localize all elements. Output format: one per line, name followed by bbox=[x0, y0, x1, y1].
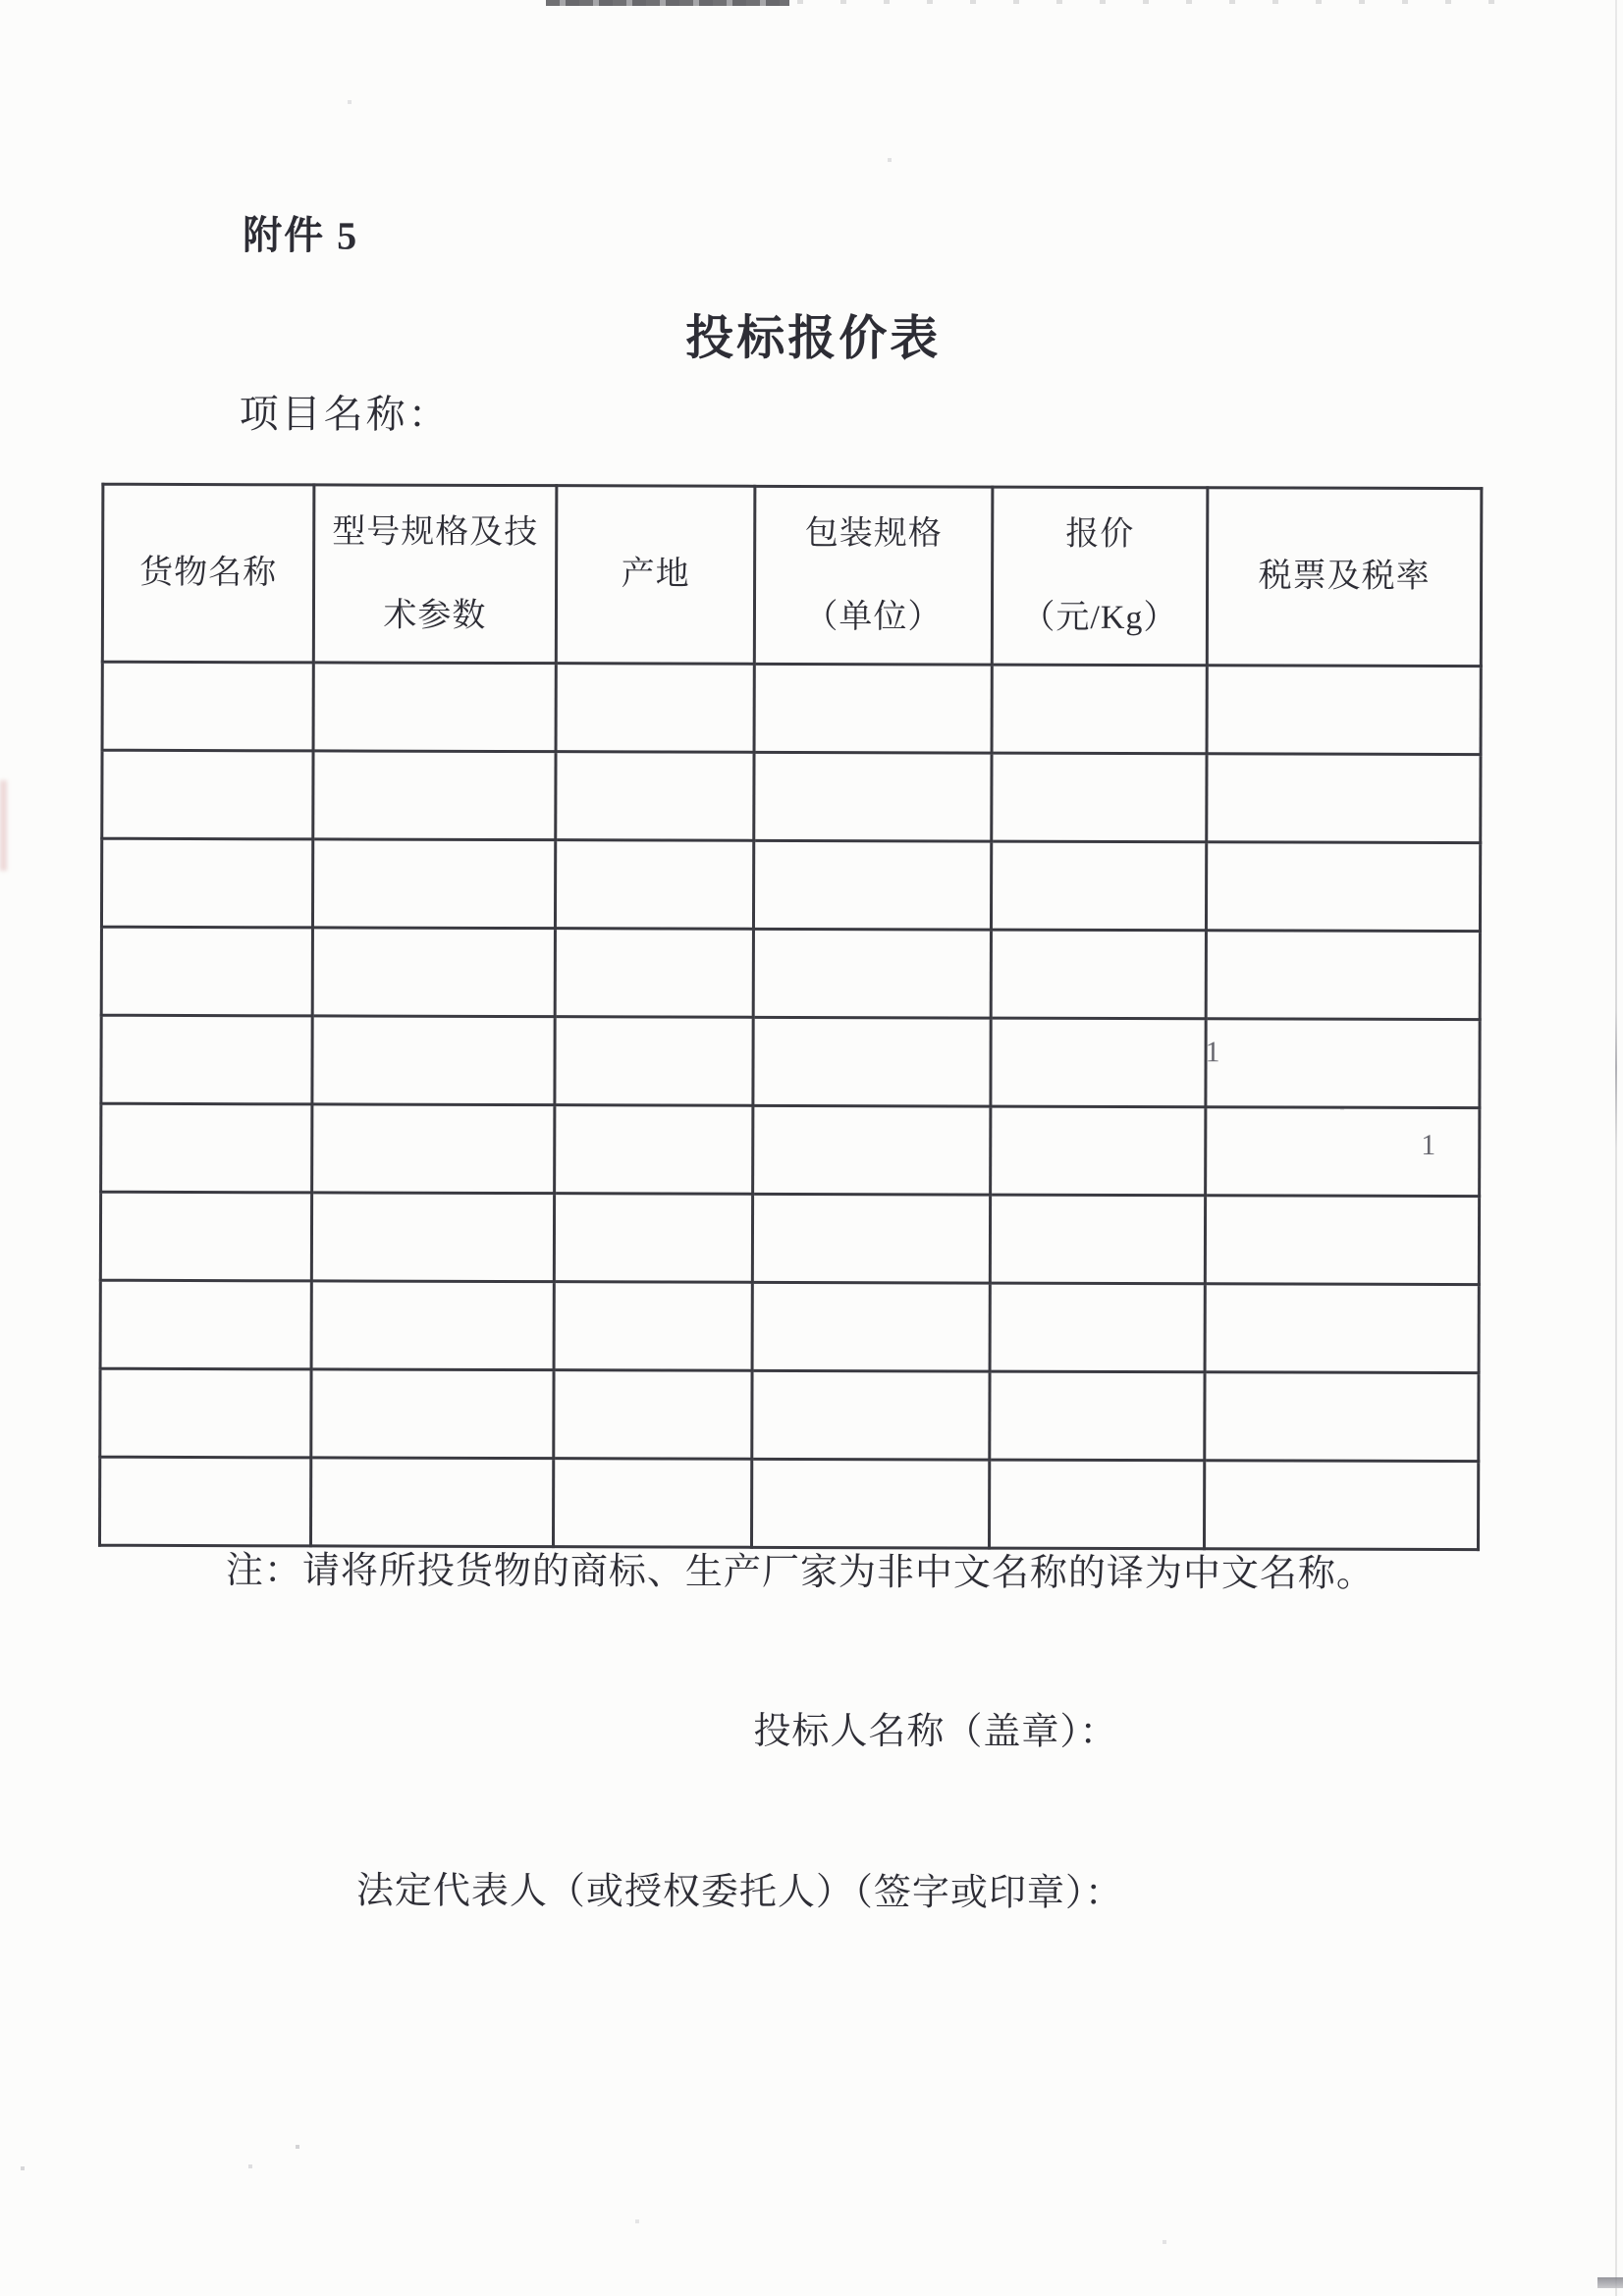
table-row bbox=[99, 1457, 1478, 1549]
table-cell-empty bbox=[990, 1195, 1205, 1284]
table-cell-empty bbox=[991, 1106, 1206, 1196]
table-cell-empty bbox=[753, 840, 991, 930]
table-cell-empty bbox=[752, 1370, 990, 1460]
table-cell-empty bbox=[989, 1460, 1204, 1549]
table-cell-empty bbox=[1207, 666, 1481, 755]
column-header-model-specs bbox=[313, 485, 557, 664]
table-cell-empty bbox=[554, 1194, 752, 1283]
table-cell-empty bbox=[990, 1283, 1205, 1372]
attachment-label: 附件 5 bbox=[243, 213, 359, 258]
table-cell-empty bbox=[991, 1018, 1206, 1107]
stray-mark: 1 bbox=[1421, 1128, 1436, 1161]
table-cell-empty bbox=[1206, 842, 1480, 932]
table-header-row bbox=[102, 484, 1482, 666]
table-cell-empty bbox=[312, 1016, 555, 1105]
table-cell-empty bbox=[101, 1015, 312, 1104]
table-cell-empty bbox=[101, 927, 312, 1016]
table-cell-empty bbox=[752, 1194, 990, 1283]
bidder-seal-label: 投标人名称（盖章）： bbox=[753, 1710, 1118, 1753]
table-cell-empty bbox=[1205, 1372, 1479, 1462]
table-cell-empty bbox=[1207, 754, 1481, 843]
table-cell-empty bbox=[556, 664, 754, 753]
bid-quotation-table bbox=[98, 483, 1483, 1551]
note-text: 注：请将所投货物的商标、生产厂家为非中文名称的译为中文名称。 bbox=[225, 1550, 1375, 1595]
scan-artifact-speckles bbox=[0, 0, 2, 2]
table-cell-empty bbox=[992, 665, 1207, 754]
table-cell-empty bbox=[312, 839, 555, 929]
table-row bbox=[102, 662, 1481, 754]
table-row bbox=[100, 1192, 1479, 1284]
table-row bbox=[101, 927, 1480, 1019]
table-cell-empty bbox=[555, 1105, 753, 1195]
table-cell-empty bbox=[753, 929, 991, 1018]
table-cell-empty bbox=[992, 753, 1207, 842]
table-cell-empty bbox=[752, 1282, 990, 1371]
table-cell-empty bbox=[311, 1281, 554, 1370]
table-cell-empty bbox=[313, 751, 556, 840]
column-header-origin bbox=[556, 486, 755, 665]
table-row bbox=[101, 1103, 1480, 1196]
table-cell-empty bbox=[753, 1017, 991, 1106]
table-cell-empty bbox=[102, 750, 313, 839]
table-cell-empty bbox=[311, 1193, 554, 1282]
column-header-packaging bbox=[754, 486, 993, 665]
project-name-label: 项目名称： bbox=[239, 392, 451, 437]
table-cell-empty bbox=[1205, 1196, 1479, 1285]
header-label: 包装规格 bbox=[804, 514, 943, 553]
header-label: 税票及税率 bbox=[1258, 558, 1431, 596]
table-row bbox=[100, 1368, 1479, 1461]
table-cell-empty bbox=[310, 1458, 553, 1547]
table-cell-empty bbox=[991, 841, 1206, 931]
header-label: （元/Kg） bbox=[1021, 599, 1178, 637]
table-cell-empty bbox=[100, 1368, 311, 1458]
header-label: （单位） bbox=[804, 598, 943, 636]
table-cell-empty bbox=[555, 1017, 753, 1106]
table-cell-empty bbox=[555, 840, 753, 930]
table-cell-empty bbox=[754, 664, 992, 753]
table-cell-empty bbox=[311, 1369, 554, 1459]
table-body bbox=[99, 662, 1481, 1549]
column-header-price bbox=[992, 487, 1208, 666]
header-label: 报价 bbox=[1065, 515, 1135, 553]
table-row bbox=[100, 1280, 1479, 1372]
table-cell-empty bbox=[1206, 931, 1480, 1020]
table-cell-empty bbox=[101, 1103, 312, 1193]
table-cell-empty bbox=[555, 929, 753, 1018]
table-row bbox=[102, 750, 1481, 842]
table-cell-empty bbox=[1206, 1107, 1480, 1197]
column-header-tax bbox=[1207, 488, 1482, 667]
table-cell-empty bbox=[1205, 1284, 1479, 1373]
page-title: 投标报价表 bbox=[685, 310, 942, 366]
table-cell-empty bbox=[554, 1370, 752, 1460]
table-cell-empty bbox=[99, 1457, 310, 1546]
legal-rep-label: 法定代表人（或授权委托人）（签字或印章）： bbox=[355, 1870, 1123, 1915]
header-label: 术参数 bbox=[383, 597, 487, 634]
table-cell-empty bbox=[100, 1280, 311, 1369]
table-cell-empty bbox=[313, 663, 556, 752]
table-cell-empty bbox=[102, 662, 313, 751]
table-cell-empty bbox=[991, 930, 1206, 1019]
table-cell-empty bbox=[101, 838, 312, 928]
table-row bbox=[101, 838, 1480, 931]
header-label: 产地 bbox=[621, 556, 690, 594]
table-cell-empty bbox=[1204, 1461, 1478, 1550]
table-cell-empty bbox=[312, 1104, 555, 1194]
table-cell-empty bbox=[990, 1371, 1205, 1461]
header-label: 型号规格及技 bbox=[332, 513, 539, 552]
table-cell-empty bbox=[751, 1459, 989, 1548]
table-cell-empty bbox=[553, 1459, 751, 1548]
table-cell-empty bbox=[554, 1282, 752, 1371]
table-row bbox=[101, 1015, 1480, 1107]
stray-mark: 1 bbox=[1205, 1036, 1220, 1069]
column-header-goods-name bbox=[102, 484, 314, 663]
table-cell-empty bbox=[556, 752, 754, 841]
header-label: 货物名称 bbox=[139, 555, 278, 592]
table-cell-empty bbox=[100, 1192, 311, 1281]
table-cell-empty bbox=[1206, 1019, 1480, 1108]
table-cell-empty bbox=[753, 1105, 991, 1195]
table-header bbox=[102, 484, 1482, 666]
table-cell-empty bbox=[312, 928, 555, 1017]
table-cell-empty bbox=[754, 752, 992, 841]
